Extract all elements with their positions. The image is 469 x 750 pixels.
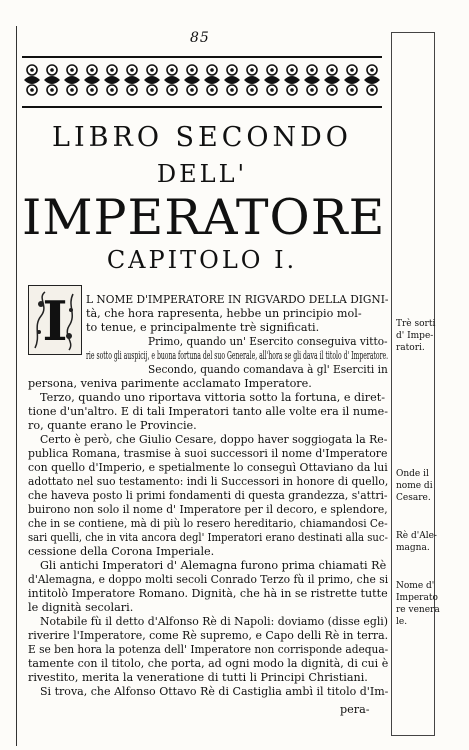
text-line: tione d'un'altro. E di tali Imperatori tanto alle volte era il nume- <box>28 405 388 418</box>
text-line: Si trova, che Alfonso Ottavo Rè di Castiglia ambì il titolo d'Im- <box>40 685 389 698</box>
text-line: riverire l'Imperatore, come Rè supremo, e Capo delli Rè in terra. <box>28 629 389 642</box>
text-line: ro, quante erano le Provincie. <box>28 419 197 432</box>
margin-note-line: Rè d'Ale- <box>396 531 437 541</box>
decorative-ornament-band <box>22 56 382 108</box>
page-number: 85 <box>190 30 210 46</box>
text-line: cessione della Corona Imperiale. <box>28 545 215 558</box>
margin-note-line: Cesare. <box>396 493 431 503</box>
margin-note-line: nome di <box>396 481 433 491</box>
text-line: le dignità secolari. <box>28 601 134 614</box>
floral-ornament-icon <box>22 58 382 102</box>
margin-note-line: Imperato <box>396 593 438 603</box>
text-line: Secondo, quando comandava à gl' Eserciti in <box>148 363 388 376</box>
text-line: tà, che hora rapresenta, hebbe un principio mol- <box>86 307 362 320</box>
chapter-heading: CAPITOLO I. <box>106 246 298 274</box>
text-line: adottato nel suo testamento: indi li Successori in honore di quello, <box>28 475 389 488</box>
text-line: rie sotto gli auspicij, e buona fortuna del suo Generale, all'hora se gli dava il titolo d' Imperatore. <box>86 349 389 362</box>
margin-note-line: d' Impe- <box>396 331 434 341</box>
text-line: sari quelli, che in vita ancora degl' Imperatori erano destinati alla suc- <box>28 531 388 544</box>
initial-letter-i-icon <box>29 286 81 354</box>
heading-preposition: DELL' <box>156 160 248 188</box>
margin-note-line: Nome d' <box>396 581 435 591</box>
heading-main-title: IMPERATORE <box>22 189 386 246</box>
text-line: rivestito, merita la veneratione di tutti li Principi Christiani. <box>28 671 368 684</box>
text-line: d'Alemagna, e doppo molti secoli Conrado Terzo fù il primo, che si <box>28 573 389 586</box>
text-line: Terzo, quando uno riportava vittoria sotto la fortuna, e diret- <box>40 391 385 404</box>
text-line: E se ben hora la potenza dell' Imperatore non corrisponde adequa- <box>28 643 389 656</box>
decorated-initial-letter <box>28 285 82 355</box>
margin-note-line: le. <box>396 617 408 627</box>
text-line: publica Romana, trasmise à suoi successori il nome d'Imperatore <box>28 447 388 460</box>
text-line: Certo è però, che Giulio Cesare, doppo haver soggiogata la Re- <box>40 433 388 446</box>
margin-note-line: magna. <box>396 543 430 553</box>
book-heading: LIBRO SECONDO <box>52 122 352 153</box>
text-line: persona, veniva parimente acclamato Imperatore. <box>28 377 312 390</box>
text-line: che in se contiene, mà di più lo resero hereditario, chiamandosi Ce- <box>28 517 388 530</box>
svg-text:I: I <box>42 289 68 353</box>
margin-note-line: re venera <box>396 605 440 615</box>
margin-note-line: ratori. <box>396 343 425 353</box>
margin-notes-frame <box>391 32 435 736</box>
text-line: che haveva posto li primi fondamenti di questa grandezza, s'attri- <box>28 489 388 502</box>
margin-note-line: Onde il <box>396 469 429 479</box>
text-line: pera- <box>340 703 370 716</box>
text-line: con quello d'Imperio, e spetialmente lo conseguì Ottaviano da lui <box>28 461 388 474</box>
text-line: L NOME D'IMPERATORE IN RIGVARDO DELLA DIGNI- <box>86 293 389 306</box>
text-line: to tenue, e principalmente trè significati. <box>86 321 320 334</box>
text-line: tamente con il titolo, che porta, ad ogni modo la dignità, di cui è <box>28 657 389 670</box>
text-line: Gli antichi Imperatori d' Alemagna furono prima chiamati Rè <box>40 559 387 572</box>
margin-note-line: Trè sorti <box>396 319 436 329</box>
text-line: Notabile fù il detto d'Alfonso Rè di Napoli: doviamo (disse egli) <box>40 615 389 628</box>
text-line: Primo, quando un' Esercito conseguiva vitto- <box>148 335 388 348</box>
text-line: intitolò Imperatore Romano. Dignità, che hà in se ristrette tutte <box>28 587 388 600</box>
text-line: buirono non solo il nome d' Imperatore per il decoro, e splendore, <box>28 503 388 516</box>
